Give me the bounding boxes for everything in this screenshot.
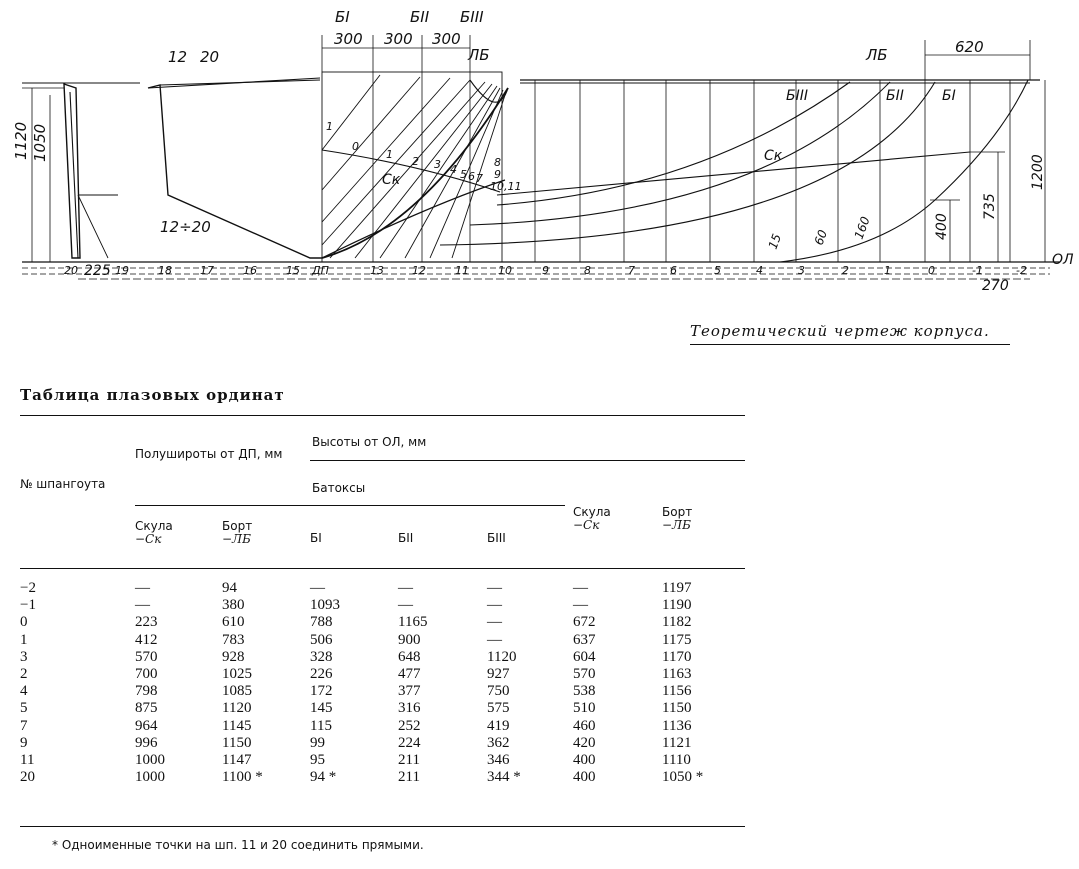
table-cell: —: [487, 597, 502, 614]
body-section-10-11: 10,11: [490, 180, 522, 193]
offsets-table-body: [20, 580, 750, 786]
table-row: [20, 649, 750, 666]
table-cell: 344 *: [487, 769, 521, 786]
body-section-3: 3: [434, 158, 441, 171]
table-cell: 1120: [222, 700, 252, 717]
body-section-6: 6: [468, 170, 475, 183]
table-cell: 900: [398, 631, 421, 648]
table-cell: 328: [310, 648, 333, 665]
hull-lines-drawing: [0, 0, 1079, 330]
dim-15: 15: [765, 231, 785, 252]
baseline-ol-label: ОЛ: [1052, 252, 1074, 268]
table-cell: 996: [135, 734, 158, 751]
table-cell: 506: [310, 631, 333, 648]
table-cell: 783: [222, 631, 245, 648]
station-label: -1: [972, 264, 983, 277]
table-cell: 1093: [310, 597, 340, 614]
table-cell: 1120: [487, 648, 517, 665]
body-section-7: 7: [476, 172, 483, 185]
table-cell: 99: [310, 734, 325, 751]
table-cell: 419: [487, 717, 510, 734]
heights-rule: [310, 460, 745, 461]
table-cell: —: [487, 614, 502, 631]
station-label: 18: [158, 264, 172, 277]
plan-b2-label: БII: [886, 88, 904, 104]
buttock-b2-label: БII: [410, 8, 430, 26]
header-station: № шпангоута: [20, 477, 106, 491]
table-cell: 223: [135, 614, 158, 631]
table-cell: 4: [20, 683, 28, 700]
plan-b3-label: БIII: [786, 88, 808, 104]
station-label: 9: [542, 264, 549, 277]
table-cell: 538: [573, 683, 596, 700]
table-cell: 570: [135, 648, 158, 665]
table-cell: 1150: [222, 734, 252, 751]
table-cell: 377: [398, 683, 421, 700]
station-label: 4: [756, 264, 763, 277]
station-label: 15: [286, 264, 300, 277]
table-cell: 798: [135, 683, 158, 700]
table-cell: —: [573, 597, 588, 614]
table-cell: 1163: [662, 665, 692, 682]
table-cell: 1: [20, 631, 28, 648]
table-row: [20, 718, 750, 735]
table-cell: 115: [310, 717, 332, 734]
table-cell: 346: [487, 751, 510, 768]
table-cell: 750: [487, 683, 510, 700]
table-row: [20, 769, 750, 786]
table-cell: 145: [310, 700, 333, 717]
table-cell: 9: [20, 734, 28, 751]
drawing-caption: Теоретический чертеж корпуса.: [690, 322, 1010, 345]
dim-300-a: 300: [334, 30, 363, 48]
dim-620: 620: [955, 38, 984, 56]
body-section-5: 5: [460, 168, 467, 181]
table-cell: 575: [487, 700, 510, 717]
station-label: 12: [412, 264, 426, 277]
table-cell: 700: [135, 665, 158, 682]
table-cell: 3: [20, 648, 28, 665]
station-label: 7: [628, 264, 635, 277]
frame-12-20-label: 12÷20: [160, 218, 211, 236]
table-cell: 510: [573, 700, 596, 717]
table-cell: 610: [222, 614, 245, 631]
table-top-rule: [20, 415, 745, 416]
dim-60: 60: [811, 227, 831, 248]
table-cell: —: [398, 597, 413, 614]
table-cell: —: [573, 580, 588, 596]
table-cell: 20: [20, 769, 35, 786]
table-cell: 1136: [662, 717, 692, 734]
table-row: [20, 666, 750, 683]
buttock-b3-label: БIII: [460, 8, 484, 26]
table-cell: 1100 *: [222, 769, 263, 786]
header-b3: БIII: [487, 531, 506, 545]
table-cell: 1190: [662, 597, 692, 614]
table-cell: 672: [573, 614, 596, 631]
table-cell: 211: [398, 751, 420, 768]
station-label: 2: [842, 264, 849, 277]
table-cell: 1025: [222, 665, 252, 682]
table-cell: 570: [573, 665, 596, 682]
table-cell: —: [487, 580, 502, 596]
body-section-8: 8: [494, 156, 501, 169]
header-half-widths: Полуширoты от ДП, мм: [135, 447, 283, 461]
table-cell: 224: [398, 734, 421, 751]
table-cell: 1000: [135, 751, 165, 768]
table-cell: 788: [310, 614, 333, 631]
table-cell: —: [398, 580, 413, 596]
header-bottom-rule: [20, 568, 745, 569]
station-label: 1: [884, 264, 891, 277]
table-cell: —: [487, 631, 502, 648]
table-cell: 460: [573, 717, 596, 734]
table-row: [20, 735, 750, 752]
dim-300-c: 300: [432, 30, 461, 48]
body-section-1: 1: [386, 148, 393, 161]
station-label: 3: [798, 264, 805, 277]
table-cell: 1110: [662, 751, 691, 768]
body-section-4: 4: [450, 163, 457, 176]
table-cell: 1147: [222, 751, 252, 768]
body-section-2: 2: [412, 155, 419, 168]
station-label: 17: [200, 264, 214, 277]
frame-12-label: 12: [168, 48, 188, 66]
table-cell: 1197: [662, 580, 692, 596]
station-label: -2: [1016, 264, 1027, 277]
plan-b1-label: БI: [942, 88, 956, 104]
dim-300-b: 300: [384, 30, 413, 48]
dim-735: 735: [982, 193, 998, 220]
body-section-1-upper: 1: [326, 120, 333, 133]
table-cell: 400: [573, 769, 596, 786]
table-cell: 5: [20, 700, 28, 717]
table-cell: 964: [135, 717, 158, 734]
table-row: [20, 632, 750, 649]
table-cell: 94 *: [310, 769, 337, 786]
lb-right-label: ЛБ: [866, 46, 888, 64]
table-cell: 420: [573, 734, 596, 751]
header-chine-a: Скула −Ск: [135, 519, 173, 546]
table-cell: 412: [135, 631, 158, 648]
table-cell: 94: [222, 580, 237, 596]
table-cell: —: [310, 580, 325, 596]
table-cell: 1175: [662, 631, 692, 648]
table-cell: 875: [135, 700, 158, 717]
table-cell: 1050 *: [662, 769, 704, 786]
dim-1050: 1050: [31, 123, 49, 162]
table-cell: —: [135, 597, 150, 614]
table-bottom-rule: [20, 826, 745, 827]
header-side-a: Борт −ЛБ: [222, 519, 253, 546]
station-label: 11: [455, 264, 469, 277]
lb-mid-label: ЛБ: [468, 46, 490, 64]
table-cell: 928: [222, 648, 245, 665]
body-section-0: 0: [352, 140, 359, 153]
table-cell: 1165: [398, 614, 428, 631]
frame-20-label: 20: [200, 48, 220, 66]
station-label: ДП: [312, 264, 329, 277]
table-cell: 1121: [662, 734, 692, 751]
table-title: Таблица плазовых ординат: [20, 386, 285, 404]
table-cell: 927: [487, 665, 510, 682]
header-chine-b: Скула −Ск: [573, 505, 611, 532]
table-cell: 226: [310, 665, 333, 682]
body-section-9: 9: [494, 168, 501, 181]
table-row: [20, 683, 750, 700]
table-cell: 1000: [135, 769, 165, 786]
table-cell: 1150: [662, 700, 692, 717]
dim-160: 160: [851, 214, 873, 242]
station-label: 0: [928, 264, 935, 277]
table-cell: 362: [487, 734, 510, 751]
table-cell: 400: [573, 751, 596, 768]
table-cell: 172: [310, 683, 333, 700]
dim-400: 400: [934, 213, 950, 240]
station-label: 10: [498, 264, 512, 277]
dim-270: 270: [982, 278, 1009, 294]
dim-1200: 1200: [1030, 154, 1046, 190]
table-cell: 1182: [662, 614, 692, 631]
buttocks-rule: [135, 505, 565, 506]
header-side-b: Борт −ЛБ: [662, 505, 693, 532]
dim-225: 225: [84, 263, 111, 279]
body-chine-label: Ск: [382, 172, 401, 188]
table-cell: 1145: [222, 717, 252, 734]
station-label: 20: [64, 264, 78, 277]
table-cell: 380: [222, 597, 245, 614]
table-cell: 604: [573, 648, 596, 665]
station-label: 13: [370, 264, 384, 277]
header-buttocks: Батоксы: [312, 481, 366, 495]
table-cell: 477: [398, 665, 421, 682]
station-label: 6: [670, 264, 677, 277]
table-row: [20, 597, 750, 614]
table-cell: 0: [20, 614, 28, 631]
table-cell: 637: [573, 631, 596, 648]
table-cell: 95: [310, 751, 325, 768]
table-footnote: * Одноименные точки на шп. 11 и 20 соединить прямыми.: [52, 838, 424, 852]
table-row: [20, 700, 750, 717]
table-row: [20, 752, 750, 769]
table-cell: −2: [20, 580, 36, 596]
plan-chine-label: Ск: [764, 148, 783, 164]
station-label: 16: [243, 264, 257, 277]
table-cell: 648: [398, 648, 421, 665]
table-cell: 11: [20, 751, 35, 768]
table-cell: 211: [398, 769, 420, 786]
table-cell: −1: [20, 597, 36, 614]
header-heights: Высоты от ОЛ, мм: [312, 435, 427, 449]
table-cell: 252: [398, 717, 421, 734]
header-b1: БI: [310, 531, 322, 545]
table-cell: 1085: [222, 683, 252, 700]
station-label: 5: [714, 264, 721, 277]
buttock-b1-label: БI: [335, 8, 350, 26]
table-cell: 2: [20, 665, 28, 682]
station-label: 8: [584, 264, 591, 277]
table-cell: 316: [398, 700, 421, 717]
table-cell: 1156: [662, 683, 692, 700]
table-row: [20, 580, 750, 597]
table-row: [20, 614, 750, 631]
table-cell: 7: [20, 717, 28, 734]
table-cell: —: [135, 580, 150, 596]
station-label: 19: [115, 264, 129, 277]
table-cell: 1170: [662, 648, 692, 665]
dim-1120: 1120: [12, 121, 30, 160]
header-b2: БII: [398, 531, 414, 545]
